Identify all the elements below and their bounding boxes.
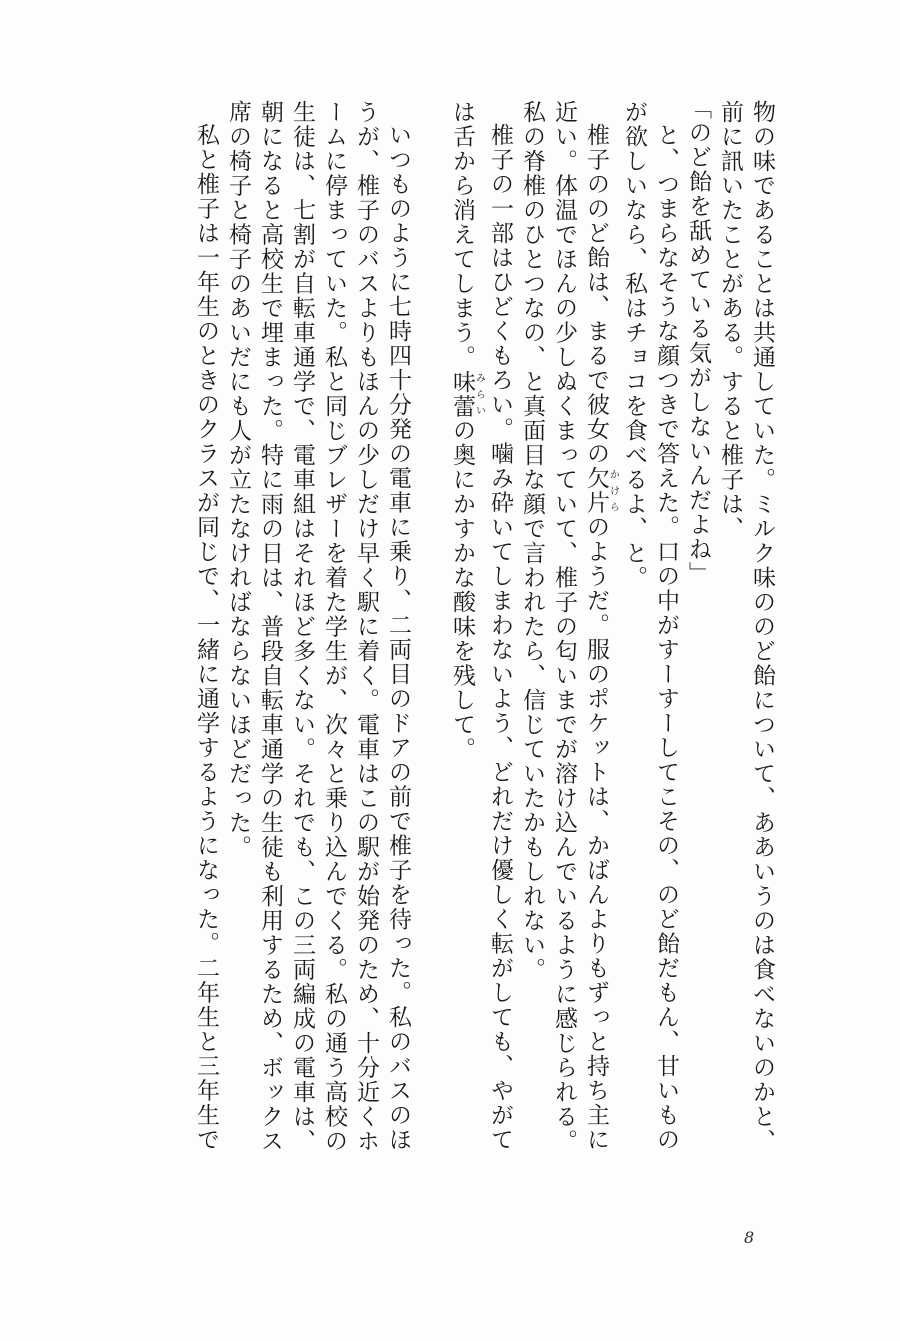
text-line: と、つまらなそうな顔つきで答えた。口の中がすーすーしてこその、のど飴だもん、甘いもの <box>653 123 679 1152</box>
text-line: 私と椎子は一年生のときのクラスが同じで、一緒に通学するようになった。二年生と三年生で <box>193 123 219 1152</box>
text-line: が欲しいなら、私はチョコを食べるよ、と。 <box>621 100 647 590</box>
text-line: うが、椎子のバスよりもほんの少しだけ早く駅に着く。電車はこの駅が始発のため、十分近くホ <box>353 100 379 1154</box>
text-line: 席の椅子と椅子のあいだにも人が立たなければならないほどだった。 <box>225 100 251 860</box>
text-line: 私の脊椎のひとつなの、と真面目な顔で言われたら、信じていたかもしれない。 <box>519 100 545 982</box>
ruby-reading: かけら <box>607 466 619 515</box>
text-line: 椎子の一部はひどくもろい。噛み砕いてしまわないよう、どれだけ優しく転がしても、やがて <box>487 123 513 1152</box>
ruby-reading: みらい <box>473 369 485 419</box>
text-line-with-ruby <box>580 100 618 1200</box>
text-segment: のようだ。服のポケットは、かばんよりもずっと持ち主に <box>583 515 609 1152</box>
text-line: 前に訊いたことがある。すると椎子は、 <box>717 100 743 541</box>
text-line: 近い。体温でほんの少しぬくまっていて、椎子の匂いまでが溶け込んでいるように感じられる。 <box>551 100 577 1154</box>
text-segment: の奥にかすかな酸味を残して。 <box>449 418 475 762</box>
text-line: 生徒は、七割が自転車通学で、電車組はそれほど多くない。それでも、この三両編成の電車は、 <box>289 100 315 1154</box>
text-line: 物の味であることは共通していた。ミルク味ののど飴について、ああいうのは食べないのかと、 <box>749 100 775 1154</box>
text-line: いつものように七時四十分発の電車に乗り、二両目のドアの前で椎子を待った。私のバスのほ <box>385 123 411 1152</box>
body-text <box>108 96 778 1200</box>
paragraph-gap <box>414 100 446 1200</box>
text-line-with-ruby <box>446 100 484 1200</box>
text-segment: は舌から消えてしまう。 <box>449 100 475 370</box>
text-line: 「のど飴を舐めている気がしないんだよね」 <box>685 96 711 586</box>
text-line: ームに停まっていた。私と同じブレザーを着た学生が、次々と乗り込んでくる。私の通う高校の <box>321 100 347 1154</box>
ruby-mirai: 味蕾みらい <box>449 369 485 419</box>
text-line: 朝になると高校生で埋まった。特に雨の日は、普段自転車通学の生徒も利用するため、ボックス <box>257 100 283 1154</box>
page-number: 8 <box>744 1228 755 1247</box>
ruby-kakera: 欠片かけら <box>583 466 619 515</box>
text-segment: 椎子ののど飴は、まるで彼女の <box>583 123 609 466</box>
